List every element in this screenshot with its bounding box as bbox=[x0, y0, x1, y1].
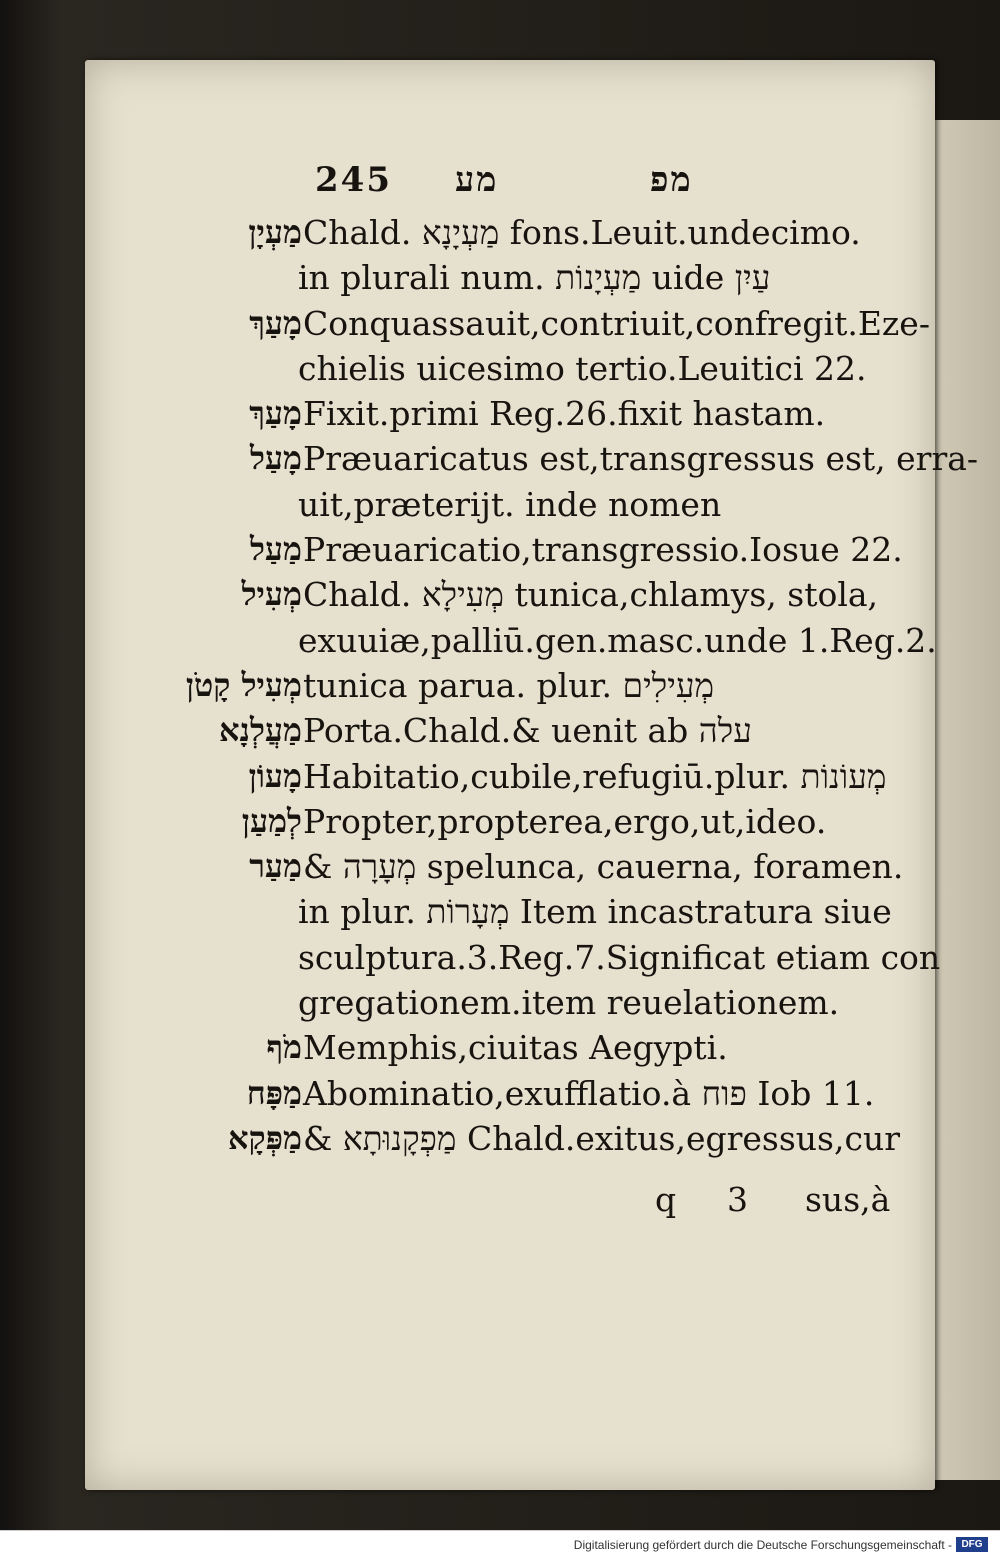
signature-mark: q bbox=[655, 1180, 677, 1219]
entry-text: uit,præterijt. inde nomen bbox=[298, 484, 722, 524]
page-number: 245 bbox=[315, 160, 392, 200]
entry-text: Propter,propterea,ergo,ut,ideo. bbox=[303, 801, 827, 841]
entry-line bbox=[85, 754, 935, 799]
hebrew-headword: לְמַעַן bbox=[241, 801, 302, 840]
entry-line bbox=[85, 436, 979, 481]
entry-text: & מְעָרָה spelunca, cauerna, foramen. bbox=[303, 847, 904, 887]
entry-text: Memphis,ciuitas Aegypti. bbox=[303, 1028, 728, 1068]
signature-number: 3 bbox=[727, 1180, 748, 1219]
entry-text: Porta.Chald.& uenit ab עלה bbox=[303, 711, 752, 751]
entry-line bbox=[85, 1025, 935, 1070]
entry-line bbox=[85, 799, 935, 844]
entry-text: Habitatio,cubile,refugiū.plur. מְעוֹנוֹת bbox=[303, 756, 887, 796]
entry-text: in plur. מְעָרוֹת Item incastratura siue bbox=[298, 892, 892, 932]
entry-line bbox=[85, 301, 935, 346]
entry-line bbox=[85, 844, 935, 889]
entry-line bbox=[85, 708, 935, 753]
entry-line bbox=[85, 572, 935, 617]
entry-text: chielis uicesimo tertio.Leuitici 22. bbox=[298, 348, 867, 388]
hebrew-headword: מַעַל bbox=[249, 530, 302, 569]
hebrew-headword: מְעִיל קָטֹן bbox=[185, 665, 302, 704]
hebrew-headword: מָעַךְ bbox=[249, 303, 302, 342]
entry-line bbox=[85, 980, 935, 1025]
entry-text: tunica parua. plur. מְעִילִים bbox=[303, 665, 715, 705]
running-head-right: מפ bbox=[650, 160, 693, 200]
hebrew-headword: מַעֲלְנָא bbox=[219, 711, 302, 750]
hebrew-headword: מָעַל bbox=[249, 439, 302, 478]
entry-text: & מַפְקָנוּתָא Chald.exitus,egressus,cur bbox=[303, 1118, 900, 1158]
entry-text: Abominatio,exufflatio.à פוח Iob 11. bbox=[303, 1073, 875, 1113]
entry-line bbox=[85, 255, 935, 300]
entry-text: Præuaricatus est,transgressus est, erra- bbox=[303, 439, 979, 479]
hebrew-headword: מָעוֹן bbox=[248, 756, 302, 795]
hebrew-headword: מַפְּקָא bbox=[227, 1118, 302, 1157]
entry-line bbox=[85, 618, 935, 663]
funding-credit: Digitalisierung gefördert durch die Deutsche Forschungsgemeinschaft - bbox=[573, 1538, 952, 1552]
running-head-left: מע bbox=[455, 160, 499, 200]
hebrew-headword: מַפָּח bbox=[246, 1073, 302, 1112]
hebrew-headword: מֹף bbox=[266, 1028, 302, 1067]
dfg-logo: DFG bbox=[956, 1537, 988, 1552]
digitization-footer bbox=[0, 1530, 1000, 1559]
catchword: sus,à bbox=[805, 1180, 891, 1219]
entry-text: Chald. מַעְיָנָא fons.Leuit.undecimo. bbox=[303, 213, 861, 252]
entry-text: Chald. מְעִילָא tunica,chlamys, stola, bbox=[303, 575, 879, 615]
entry-text: Præuaricatio,transgressio.Iosue 22. bbox=[303, 530, 903, 570]
signature-line bbox=[85, 1180, 935, 1230]
entry-text: Fixit.primi Reg.26.fixit hastam. bbox=[303, 394, 826, 434]
entry-text: Conquassauit,contriuit,confregit.Eze- bbox=[303, 303, 930, 343]
entry-text: exuuiæ,palliū.gen.masc.unde 1.Reg.2. bbox=[298, 620, 937, 660]
entry-line bbox=[85, 346, 935, 391]
dictionary-entries bbox=[85, 210, 979, 1161]
entry-line bbox=[85, 482, 935, 527]
entry-line bbox=[85, 935, 941, 980]
entry-line bbox=[85, 210, 935, 255]
entry-text: in plurali num. מַעְיָנוֹת uide עַיִן bbox=[298, 258, 771, 298]
entry-line bbox=[85, 1116, 935, 1161]
hebrew-headword: מַעְיָן bbox=[248, 213, 302, 251]
entry-line bbox=[85, 663, 935, 708]
hebrew-headword: מְעִיל bbox=[241, 575, 302, 614]
hebrew-headword: מָעַךְ bbox=[249, 394, 302, 433]
entry-line bbox=[85, 527, 935, 572]
book-page bbox=[85, 60, 979, 1490]
hebrew-headword: מַעַר bbox=[249, 847, 302, 886]
running-head bbox=[315, 160, 815, 210]
entry-text: gregationem.item reuelationem. bbox=[298, 983, 840, 1023]
entry-text: sculptura.3.Reg.7.Significat etiam con bbox=[298, 937, 941, 977]
entry-line bbox=[85, 391, 935, 436]
entry-line bbox=[85, 1071, 935, 1116]
entry-line bbox=[85, 889, 935, 934]
